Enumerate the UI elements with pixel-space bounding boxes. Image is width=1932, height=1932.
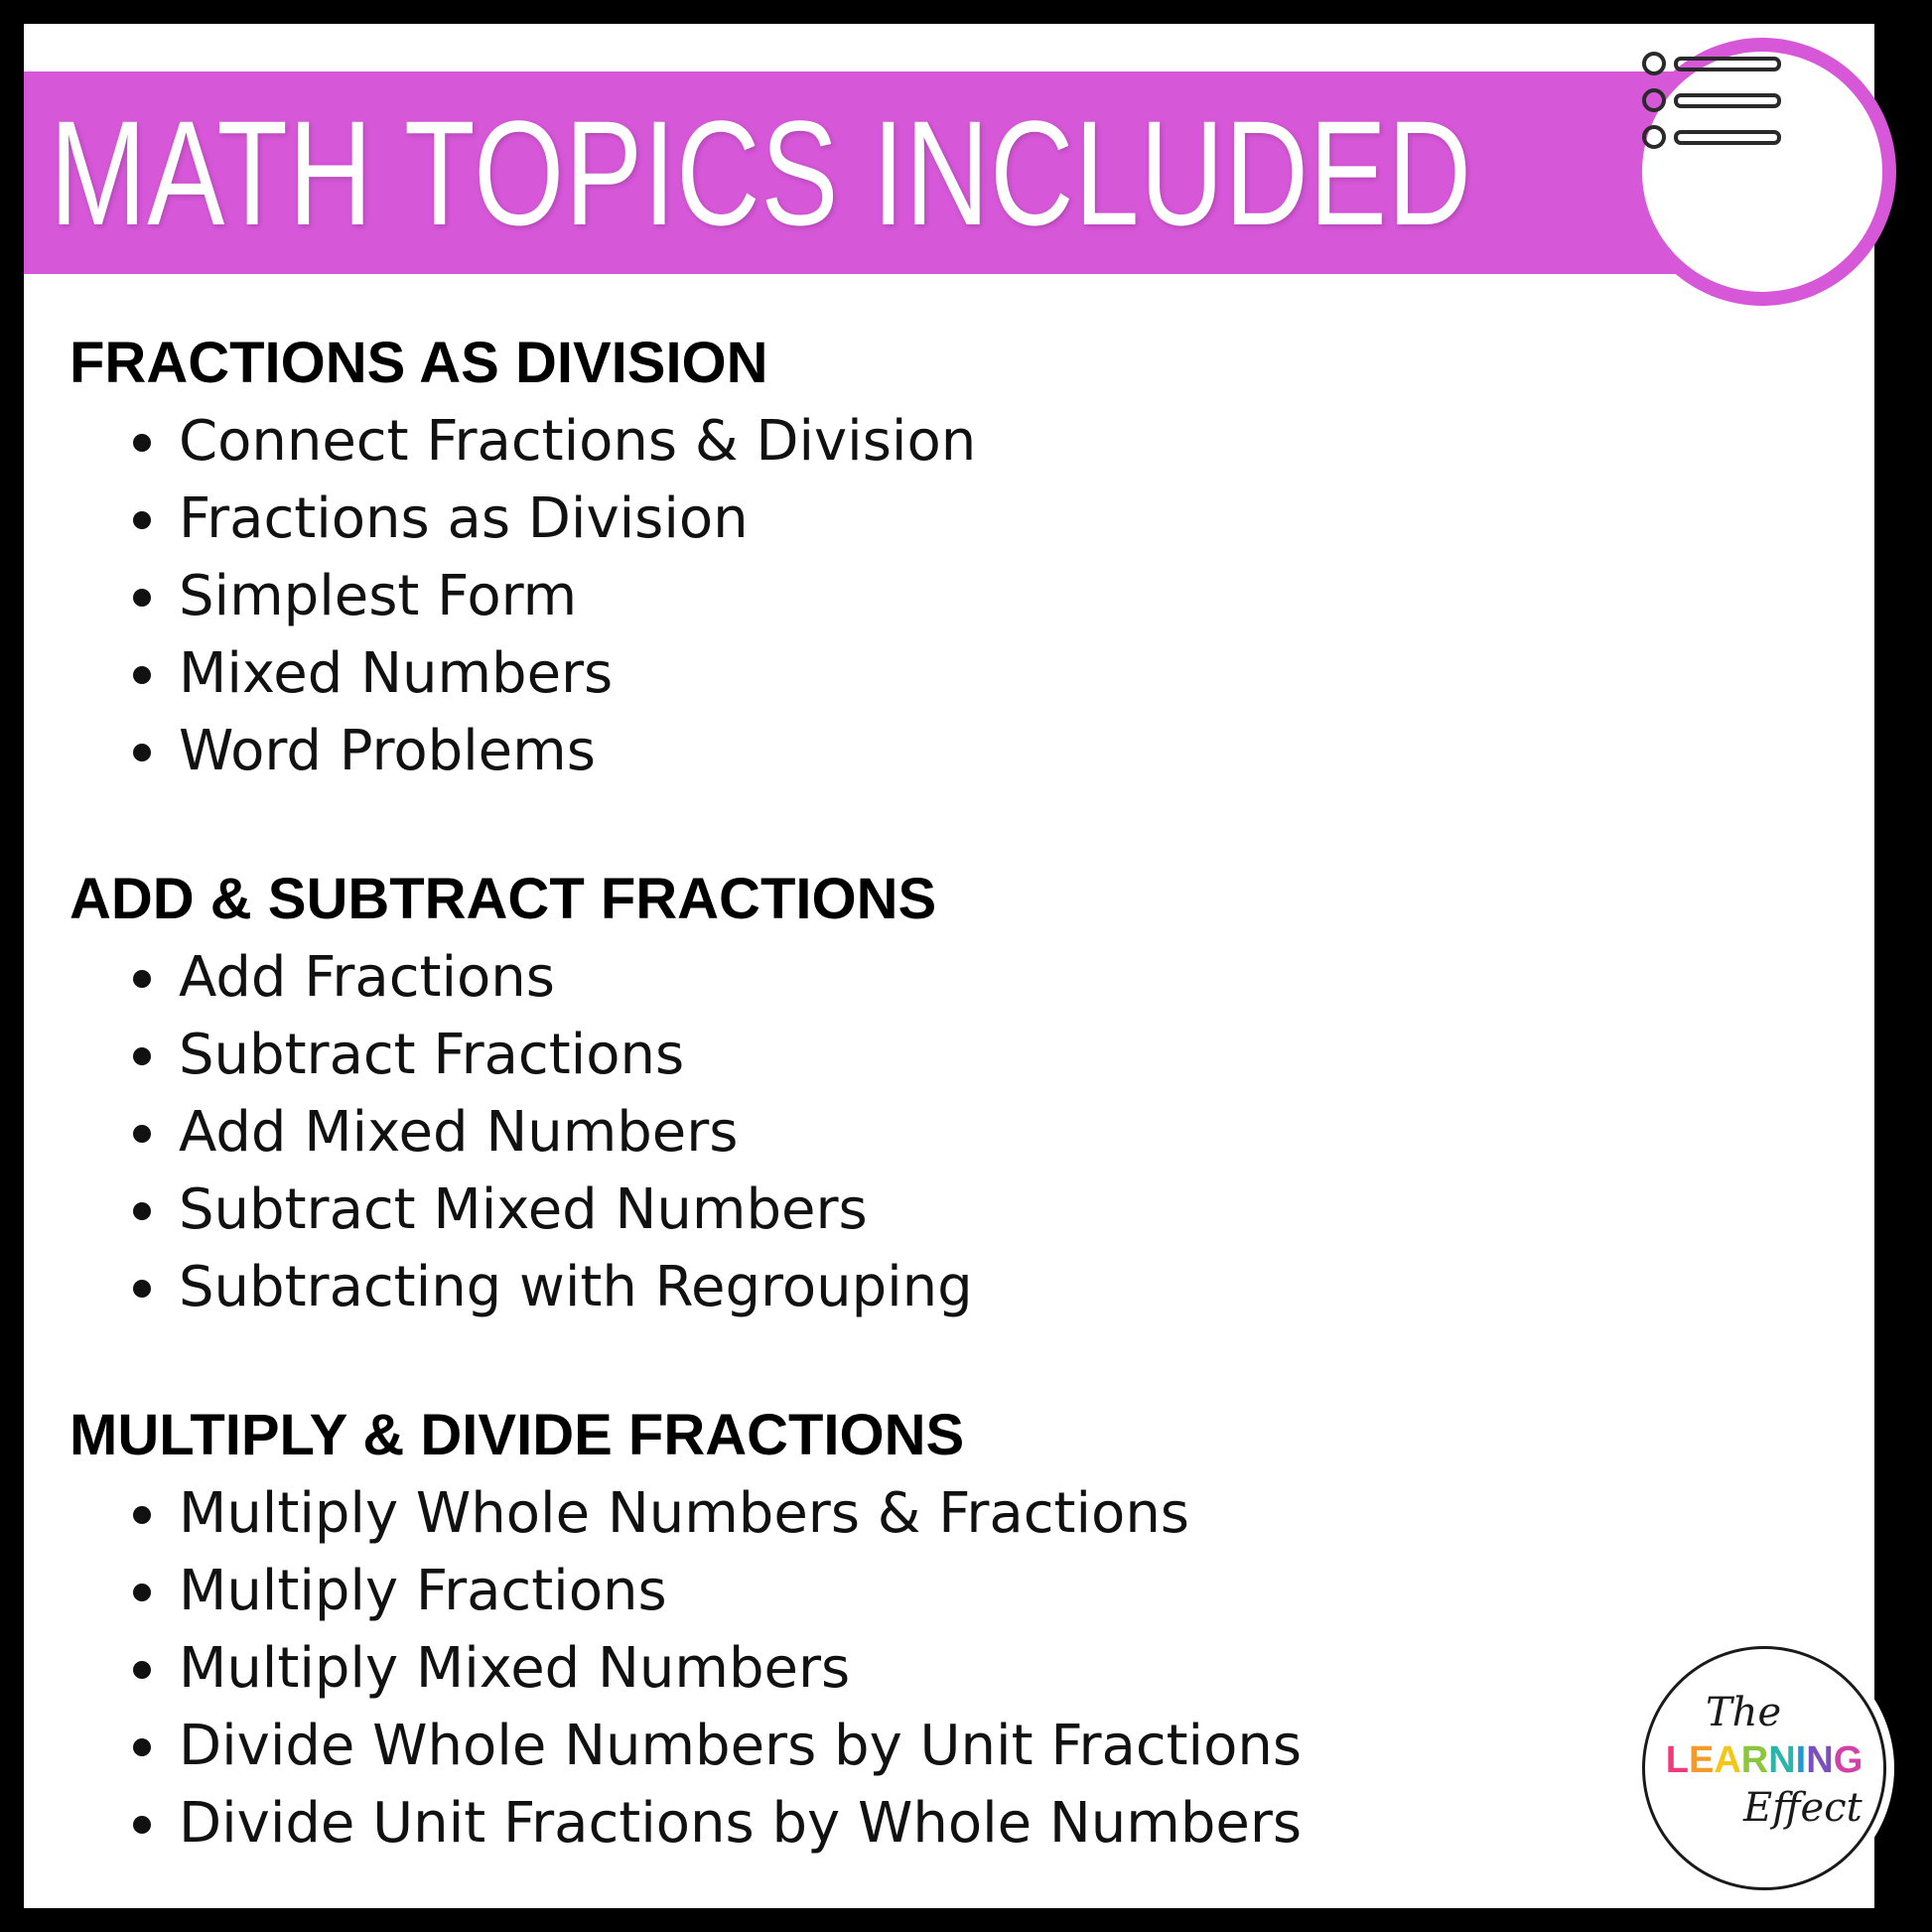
section-add-subtract-fractions (69, 860, 1559, 1326)
topic-label: Fractions as Division (179, 486, 749, 551)
bullet-icon (133, 1738, 151, 1756)
topic-item (69, 635, 1559, 713)
topic-label: Subtract Fractions (179, 1023, 685, 1087)
section-title: FRACTIONS AS DIVISION (69, 331, 768, 395)
topic-label: Add Mixed Numbers (179, 1100, 739, 1165)
logo-letter: R (1740, 1739, 1769, 1781)
topic-label: Simplest Form (179, 564, 578, 628)
bullet-icon (133, 1125, 151, 1143)
topic-label: Divide Whole Numbers by Unit Fractions (179, 1714, 1303, 1778)
section-title: MULTIPLY & DIVIDE FRACTIONS (69, 1403, 965, 1467)
topic-label: Word Problems (179, 719, 596, 783)
logo-line-effect: Effect (1743, 1785, 1863, 1831)
topic-label: Divide Unit Fractions by Whole Numbers (179, 1791, 1303, 1856)
bullet-icon (133, 589, 151, 607)
topic-item (69, 403, 1559, 481)
topic-item (69, 1630, 1559, 1708)
topic-label: Multiply Whole Numbers & Fractions (179, 1481, 1189, 1546)
list-checklist-icon (1642, 52, 1781, 151)
topic-item (69, 1172, 1559, 1249)
topic-item (69, 1094, 1559, 1172)
logo-letter: A (1714, 1739, 1741, 1781)
topics-list (69, 324, 1559, 1932)
bullet-icon (133, 1280, 151, 1298)
topic-item (69, 1553, 1559, 1630)
bullet-icon (133, 970, 151, 988)
section-fractions-as-division (69, 324, 1559, 790)
logo-letter: L (1665, 1739, 1689, 1781)
bullet-icon (133, 1816, 151, 1834)
logo-letter: N (1768, 1739, 1796, 1781)
bullet-icon (133, 511, 151, 529)
topic-label: Multiply Fractions (179, 1559, 667, 1623)
bullet-icon (133, 1202, 151, 1220)
topic-item (69, 558, 1559, 635)
section-title: ADD & SUBTRACT FRACTIONS (69, 867, 937, 931)
topic-label: Multiply Mixed Numbers (179, 1636, 851, 1701)
topic-label: Mixed Numbers (179, 641, 614, 706)
bullet-icon (133, 434, 151, 452)
bullet-icon (133, 1661, 151, 1679)
logo-line-learning (1654, 1739, 1874, 1782)
topic-list (69, 1475, 1559, 1863)
bullet-icon (133, 666, 151, 684)
logo-line-the: The (1706, 1690, 1782, 1735)
topic-item (69, 713, 1559, 790)
topic-label: Connect Fractions & Division (179, 409, 977, 474)
bullet-icon (133, 1584, 151, 1601)
list-badge-inner (1642, 52, 1882, 292)
bullet-icon (133, 1047, 151, 1065)
bullet-icon (133, 1506, 151, 1524)
logo-letter: I (1795, 1739, 1807, 1781)
logo-letter: N (1806, 1739, 1834, 1781)
topic-item (69, 481, 1559, 558)
bullet-icon (133, 744, 151, 761)
topic-item (69, 1249, 1559, 1326)
topic-list (69, 403, 1559, 790)
brand-logo (1634, 1638, 1894, 1898)
topic-item (69, 1017, 1559, 1094)
topic-label: Add Fractions (179, 945, 555, 1010)
topic-label: Subtracting with Regrouping (179, 1255, 973, 1319)
topic-item (69, 939, 1559, 1017)
topic-item (69, 1475, 1559, 1553)
topic-list (69, 939, 1559, 1326)
topic-item (69, 1785, 1559, 1863)
topic-label: Subtract Mixed Numbers (179, 1177, 868, 1242)
page-title: MATH TOPICS INCLUDED (50, 89, 1472, 256)
section-multiply-divide-fractions (69, 1396, 1559, 1863)
logo-letter: G (1833, 1739, 1863, 1781)
logo-letter: E (1688, 1739, 1715, 1781)
topic-item (69, 1708, 1559, 1785)
